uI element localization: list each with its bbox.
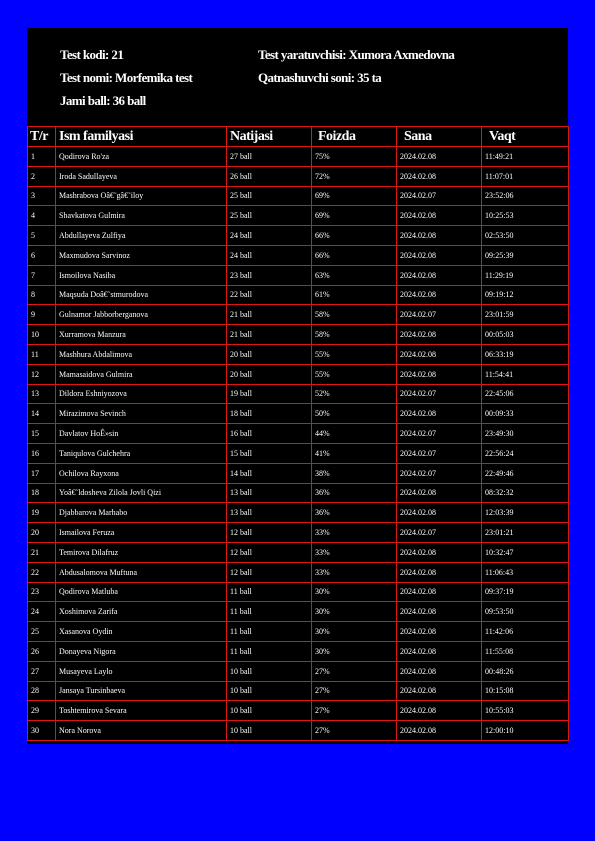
table-row: [28, 582, 569, 602]
cell-date: 2024.02.08: [397, 245, 482, 265]
cell-time: 23:01:59: [482, 305, 569, 325]
cell-number: 25: [28, 622, 56, 642]
cell-percent: 63%: [312, 265, 397, 285]
cell-percent: 55%: [312, 344, 397, 364]
cell-date: 2024.02.08: [397, 344, 482, 364]
cell-percent: 33%: [312, 562, 397, 582]
cell-percent: 33%: [312, 523, 397, 543]
cell-name: Gulnamor Jabborberganova: [56, 305, 227, 325]
cell-percent: 72%: [312, 166, 397, 186]
cell-number: 9: [28, 305, 56, 325]
table-row: [28, 147, 569, 167]
table-row: [28, 523, 569, 543]
cell-number: 28: [28, 681, 56, 701]
cell-time: 12:00:10: [482, 721, 569, 741]
cell-name: Jansaya Tursinbaeva: [56, 681, 227, 701]
column-header-percent: Foizda: [312, 127, 397, 147]
cell-name: Iroda Sadullayeva: [56, 166, 227, 186]
cell-date: 2024.02.08: [397, 483, 482, 503]
cell-number: 8: [28, 285, 56, 305]
cell-date: 2024.02.08: [397, 226, 482, 246]
cell-date: 2024.02.08: [397, 265, 482, 285]
cell-date: 2024.02.08: [397, 721, 482, 741]
cell-percent: 61%: [312, 285, 397, 305]
table-row: [28, 681, 569, 701]
cell-result: 25 ball: [227, 206, 312, 226]
table-row: [28, 542, 569, 562]
cell-date: 2024.02.08: [397, 147, 482, 167]
cell-number: 21: [28, 542, 56, 562]
cell-number: 13: [28, 384, 56, 404]
cell-result: 22 ball: [227, 285, 312, 305]
cell-percent: 30%: [312, 602, 397, 622]
cell-percent: 36%: [312, 483, 397, 503]
cell-percent: 69%: [312, 206, 397, 226]
cell-result: 13 ball: [227, 503, 312, 523]
cell-time: 10:55:03: [482, 701, 569, 721]
cell-name: Musayeva Laylo: [56, 661, 227, 681]
cell-result: 16 ball: [227, 424, 312, 444]
cell-time: 22:45:06: [482, 384, 569, 404]
cell-time: 09:25:39: [482, 245, 569, 265]
cell-name: Mashhura Abdalimova: [56, 344, 227, 364]
table-row: [28, 622, 569, 642]
table-header-row: [28, 127, 569, 147]
cell-result: 21 ball: [227, 325, 312, 345]
table-row: [28, 701, 569, 721]
cell-result: 11 ball: [227, 641, 312, 661]
cell-date: 2024.02.08: [397, 166, 482, 186]
results-sheet: [27, 28, 568, 744]
cell-date: 2024.02.07: [397, 186, 482, 206]
cell-date: 2024.02.08: [397, 542, 482, 562]
cell-name: Qodirova Ro'za: [56, 147, 227, 167]
cell-result: 14 ball: [227, 463, 312, 483]
cell-result: 11 ball: [227, 622, 312, 642]
cell-number: 18: [28, 483, 56, 503]
cell-number: 1: [28, 147, 56, 167]
cell-percent: 66%: [312, 226, 397, 246]
cell-result: 13 ball: [227, 483, 312, 503]
cell-number: 24: [28, 602, 56, 622]
cell-time: 10:15:08: [482, 681, 569, 701]
cell-result: 19 ball: [227, 384, 312, 404]
cell-date: 2024.02.07: [397, 424, 482, 444]
table-body: [28, 147, 569, 741]
cell-time: 09:53:50: [482, 602, 569, 622]
cell-percent: 27%: [312, 701, 397, 721]
cell-result: 20 ball: [227, 364, 312, 384]
column-header-time: Vaqt: [482, 127, 569, 147]
cell-name: Xoshimova Zarifa: [56, 602, 227, 622]
cell-date: 2024.02.08: [397, 681, 482, 701]
cell-number: 20: [28, 523, 56, 543]
column-header-number: T/r: [28, 127, 56, 147]
table-row: [28, 245, 569, 265]
table-row: [28, 285, 569, 305]
cell-date: 2024.02.07: [397, 443, 482, 463]
cell-name: Maqsuda Doâ€˜stmurodova: [56, 285, 227, 305]
test-creator: Test yaratuvchisi: Xumora Axmedovna: [258, 47, 455, 62]
cell-result: 20 ball: [227, 344, 312, 364]
cell-percent: 27%: [312, 721, 397, 741]
table-row: [28, 344, 569, 364]
cell-date: 2024.02.08: [397, 641, 482, 661]
cell-time: 11:07:01: [482, 166, 569, 186]
cell-percent: 58%: [312, 325, 397, 345]
cell-name: Abdullayeva Zulfiya: [56, 226, 227, 246]
cell-number: 3: [28, 186, 56, 206]
cell-percent: 50%: [312, 404, 397, 424]
cell-time: 12:03:39: [482, 503, 569, 523]
cell-name: Dildora Eshniyozova: [56, 384, 227, 404]
table-row: [28, 305, 569, 325]
cell-result: 11 ball: [227, 602, 312, 622]
cell-number: 7: [28, 265, 56, 285]
cell-date: 2024.02.08: [397, 701, 482, 721]
cell-result: 26 ball: [227, 166, 312, 186]
cell-name: Temirova Dilafruz: [56, 542, 227, 562]
table-row: [28, 562, 569, 582]
cell-percent: 30%: [312, 582, 397, 602]
participant-count: Qatnashuvchi soni: 35 ta: [258, 70, 382, 85]
cell-number: 29: [28, 701, 56, 721]
cell-date: 2024.02.07: [397, 523, 482, 543]
cell-name: Donayeva Nigora: [56, 641, 227, 661]
cell-result: 15 ball: [227, 443, 312, 463]
cell-result: 10 ball: [227, 681, 312, 701]
cell-name: Djabbarova Marhabo: [56, 503, 227, 523]
cell-date: 2024.02.08: [397, 582, 482, 602]
cell-number: 4: [28, 206, 56, 226]
cell-time: 11:42:06: [482, 622, 569, 642]
table-row: [28, 325, 569, 345]
cell-name: Yoâ€˜ldosheva Zilola Jovli Qizi: [56, 483, 227, 503]
cell-name: Ismailova Feruza: [56, 523, 227, 543]
cell-name: Mamasaidova Gulmira: [56, 364, 227, 384]
test-name: Test nomi: Morfemika test: [60, 70, 193, 85]
cell-time: 09:37:19: [482, 582, 569, 602]
cell-date: 2024.02.08: [397, 404, 482, 424]
cell-name: Taniqulova Gulchehra: [56, 443, 227, 463]
cell-percent: 36%: [312, 503, 397, 523]
cell-time: 11:29:19: [482, 265, 569, 285]
cell-name: Qodirova Matluba: [56, 582, 227, 602]
cell-number: 12: [28, 364, 56, 384]
test-info-header: [27, 28, 568, 126]
cell-result: 25 ball: [227, 186, 312, 206]
cell-time: 06:33:19: [482, 344, 569, 364]
table-row: [28, 404, 569, 424]
results-table: [27, 126, 569, 741]
cell-number: 5: [28, 226, 56, 246]
cell-time: 10:25:53: [482, 206, 569, 226]
cell-number: 22: [28, 562, 56, 582]
table-row: [28, 443, 569, 463]
cell-result: 27 ball: [227, 147, 312, 167]
cell-result: 12 ball: [227, 542, 312, 562]
cell-number: 2: [28, 166, 56, 186]
cell-percent: 33%: [312, 542, 397, 562]
cell-result: 11 ball: [227, 582, 312, 602]
cell-percent: 27%: [312, 681, 397, 701]
test-code: Test kodi: 21: [60, 47, 124, 62]
cell-percent: 69%: [312, 186, 397, 206]
cell-time: 11:55:08: [482, 641, 569, 661]
cell-percent: 55%: [312, 364, 397, 384]
cell-percent: 66%: [312, 245, 397, 265]
cell-number: 17: [28, 463, 56, 483]
table-row: [28, 364, 569, 384]
column-header-result: Natijasi: [227, 127, 312, 147]
cell-name: Shavkatova Gulmira: [56, 206, 227, 226]
cell-time: 00:05:03: [482, 325, 569, 345]
cell-name: Ochilova Rayxona: [56, 463, 227, 483]
cell-result: 10 ball: [227, 701, 312, 721]
cell-number: 30: [28, 721, 56, 741]
cell-date: 2024.02.08: [397, 562, 482, 582]
cell-result: 18 ball: [227, 404, 312, 424]
cell-date: 2024.02.07: [397, 463, 482, 483]
cell-date: 2024.02.08: [397, 285, 482, 305]
cell-number: 16: [28, 443, 56, 463]
cell-percent: 75%: [312, 147, 397, 167]
table-row: [28, 265, 569, 285]
table-row: [28, 384, 569, 404]
cell-date: 2024.02.07: [397, 305, 482, 325]
cell-time: 11:54:41: [482, 364, 569, 384]
cell-date: 2024.02.08: [397, 325, 482, 345]
cell-name: Mirazimova Sevinch: [56, 404, 227, 424]
total-score: Jami ball: 36 ball: [60, 93, 146, 108]
cell-name: Xasanova Oydin: [56, 622, 227, 642]
table-row: [28, 661, 569, 681]
cell-name: Ismoilova Nasiba: [56, 265, 227, 285]
cell-time: 11:49:21: [482, 147, 569, 167]
cell-date: 2024.02.08: [397, 206, 482, 226]
cell-name: Davlatov HoÊ»sin: [56, 424, 227, 444]
cell-result: 12 ball: [227, 562, 312, 582]
table-row: [28, 226, 569, 246]
table-row: [28, 483, 569, 503]
cell-date: 2024.02.07: [397, 384, 482, 404]
table-row: [28, 503, 569, 523]
cell-result: 10 ball: [227, 721, 312, 741]
cell-date: 2024.02.08: [397, 622, 482, 642]
cell-name: Mashrabova Oâ€˜gâ€˜iloy: [56, 186, 227, 206]
cell-result: 12 ball: [227, 523, 312, 543]
cell-date: 2024.02.08: [397, 503, 482, 523]
cell-time: 23:49:30: [482, 424, 569, 444]
cell-name: Nora Norova: [56, 721, 227, 741]
cell-name: Xurramova Manzura: [56, 325, 227, 345]
cell-result: 23 ball: [227, 265, 312, 285]
cell-number: 6: [28, 245, 56, 265]
cell-time: 10:32:47: [482, 542, 569, 562]
cell-percent: 27%: [312, 661, 397, 681]
cell-time: 02:53:50: [482, 226, 569, 246]
cell-time: 22:49:46: [482, 463, 569, 483]
cell-date: 2024.02.08: [397, 661, 482, 681]
cell-time: 09:19:12: [482, 285, 569, 305]
cell-name: Toshtemirova Sevara: [56, 701, 227, 721]
cell-result: 24 ball: [227, 226, 312, 246]
table-row: [28, 602, 569, 622]
cell-time: 00:09:33: [482, 404, 569, 424]
table-row: [28, 463, 569, 483]
cell-number: 27: [28, 661, 56, 681]
cell-percent: 41%: [312, 443, 397, 463]
cell-date: 2024.02.08: [397, 602, 482, 622]
table-row: [28, 424, 569, 444]
table-row: [28, 186, 569, 206]
cell-number: 11: [28, 344, 56, 364]
cell-percent: 44%: [312, 424, 397, 444]
cell-number: 10: [28, 325, 56, 345]
cell-number: 15: [28, 424, 56, 444]
column-header-name: Ism familyasi: [56, 127, 227, 147]
cell-time: 22:56:24: [482, 443, 569, 463]
cell-number: 26: [28, 641, 56, 661]
table-row: [28, 721, 569, 741]
cell-result: 21 ball: [227, 305, 312, 325]
column-header-date: Sana: [397, 127, 482, 147]
cell-time: 23:52:06: [482, 186, 569, 206]
cell-date: 2024.02.08: [397, 364, 482, 384]
cell-number: 14: [28, 404, 56, 424]
table-row: [28, 641, 569, 661]
cell-result: 10 ball: [227, 661, 312, 681]
cell-time: 00:48:26: [482, 661, 569, 681]
cell-percent: 52%: [312, 384, 397, 404]
cell-time: 23:01:21: [482, 523, 569, 543]
cell-name: Abdusalomova Muftuna: [56, 562, 227, 582]
table-row: [28, 166, 569, 186]
cell-time: 11:06:43: [482, 562, 569, 582]
cell-percent: 58%: [312, 305, 397, 325]
table-row: [28, 206, 569, 226]
cell-percent: 30%: [312, 641, 397, 661]
cell-time: 08:32:32: [482, 483, 569, 503]
cell-number: 19: [28, 503, 56, 523]
cell-percent: 30%: [312, 622, 397, 642]
cell-result: 24 ball: [227, 245, 312, 265]
cell-name: Maxmudova Sarvinoz: [56, 245, 227, 265]
cell-percent: 38%: [312, 463, 397, 483]
cell-number: 23: [28, 582, 56, 602]
